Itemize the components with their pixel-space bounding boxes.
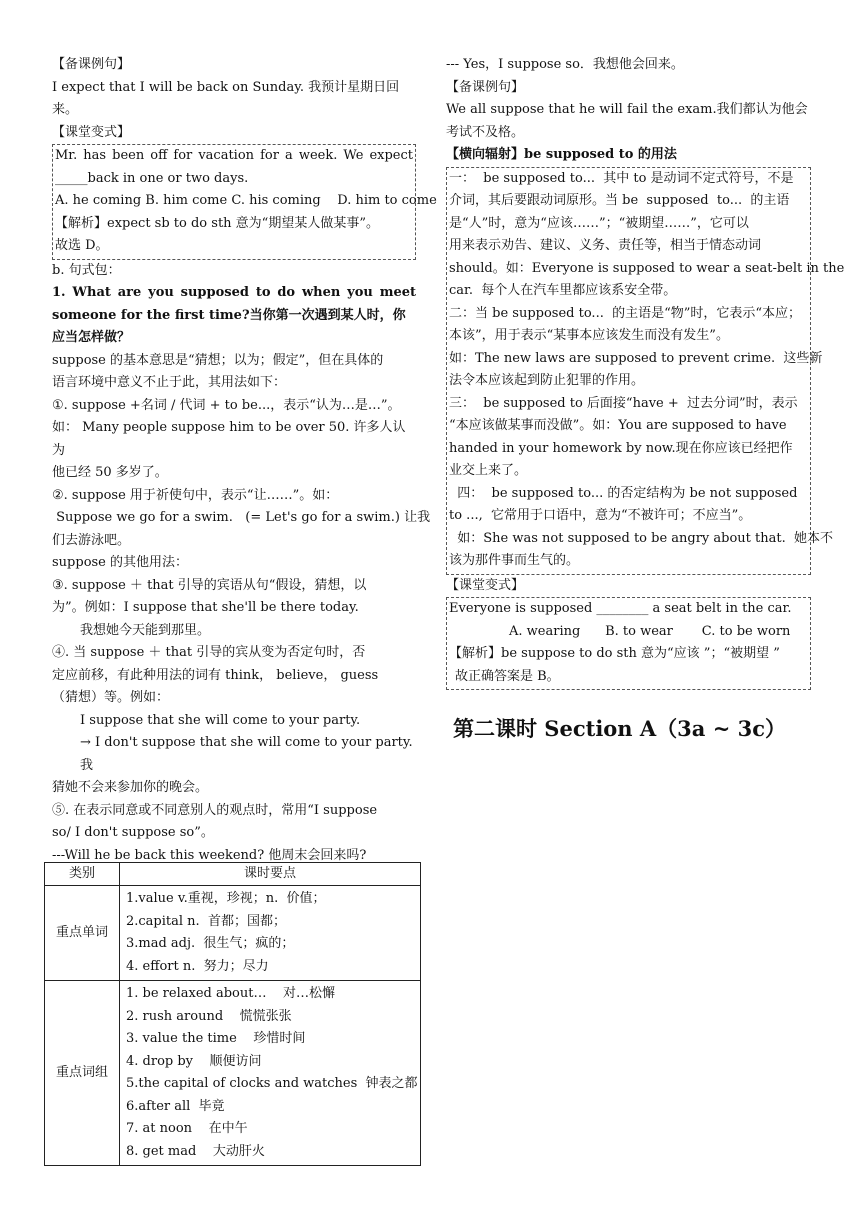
point-item: 3. value the time 珍惜时间	[126, 1031, 306, 1046]
usage-line: 介词，其后要跟动词原形。当 be supposed to... 的主语	[449, 193, 790, 208]
body-text: ③. suppose ＋ that 引导的宾语从句“假设，猜想，以	[52, 577, 367, 593]
usage-line: 三： be supposed to 后面接“have + 过去分词”时，表示	[449, 395, 798, 411]
table-row	[45, 981, 421, 1166]
usage-line: handed in your homework by now.现在你应该已经把作	[449, 440, 793, 456]
table-header-row	[45, 863, 421, 886]
body-text: 我想她今天能到那里。	[80, 622, 211, 638]
section-label-example: 【备课例句】	[446, 79, 525, 95]
table-header-cell: 类别	[45, 863, 120, 886]
point-item: 4. effort n. 努力；尽力	[126, 958, 269, 974]
body-text: 定应前移，有此种用法的词有 think， believe， guess	[52, 667, 379, 683]
body-text: suppose 的其他用法：	[52, 555, 189, 570]
body-text: 他已经 50 多岁了。	[52, 465, 168, 480]
example-sentence-line: We all suppose that he will fail the exam.我们都认为他会	[446, 102, 808, 117]
dialogue-line: --- Yes，I suppose so．我想他会回来。	[446, 57, 684, 72]
body-text: Suppose we go for a swim. (= Let's go for a swim.) 让我	[52, 510, 431, 525]
body-text: so/ I don't suppose so”。	[52, 825, 214, 840]
section-label-example: 【备课例句】	[52, 57, 131, 72]
point-item: 6.after all 毕竟	[126, 1098, 225, 1114]
usage-line: 本该”，用于表示“某事本应该发生而没有发生”。	[449, 328, 729, 343]
right-column	[446, 54, 845, 690]
usage-line: 一： be supposed to... 其中 to 是动词不定式符号，不是	[449, 170, 794, 186]
usage-line: 如：The new laws are supposed to prevent crime. 这些新	[449, 350, 823, 366]
point-item: 1.value v.重视，珍视；n. 价值；	[126, 891, 326, 906]
points-cell	[120, 981, 421, 1166]
example-sentence-line: I expect that I will be back on Sunday. 我预计星期日回	[52, 79, 400, 95]
usage-line: car. 每个人在汽车里都应该系安全带。	[449, 283, 677, 298]
usage-line: 该为那件事而生气的。	[449, 553, 580, 568]
body-text: → I don't suppose that she will come to your party. 我	[80, 735, 413, 773]
exercise-analysis: 【解析】expect sb to do sth 意为“期望某人做某事”。	[55, 215, 379, 231]
body-text: ④. 当 suppose ＋ that 引导的宾从变为否定句时，否	[52, 645, 366, 660]
body-text: suppose 的基本意思是“猜想；以为；假定”，但在具体的	[52, 352, 384, 368]
body-text: 猜她不会来参加你的晚会。	[52, 780, 209, 795]
usage-box	[446, 167, 845, 575]
body-text: I suppose that she will come to your party.	[80, 712, 361, 728]
body-text: ①. suppose +名词 / 代词 + to be...，表示“认为…是…”。	[52, 397, 401, 413]
points-cell	[120, 886, 421, 981]
exercise-analysis: 【解析】be suppose to do sth 意为“应该 ”；“被期望 ”	[449, 646, 780, 661]
point-item: 2. rush around 慌慌张张	[126, 1008, 292, 1024]
table-row	[45, 886, 421, 981]
usage-line: 是“人”时，意为“应该……”；“被期望……”，它可以	[449, 215, 749, 231]
exercise-question: _____back in one or two days.	[55, 170, 249, 186]
table-header-cell: 课时要点	[120, 863, 421, 886]
exercise-options: A. wearing B. to wear C. to be worn	[509, 623, 791, 639]
body-text: ②. suppose 用于祈使句中，表示“让……”。如：	[52, 487, 339, 503]
usage-line: 业交上来了。	[449, 463, 528, 478]
exercise-question: Mr. has been off for vacation for a week. We expect	[55, 148, 413, 163]
key-question: 应当怎样做？	[52, 330, 131, 345]
usage-line: 二：当 be supposed to... 的主语是“物”时，它表示“本应；	[449, 305, 802, 321]
key-question: 1. What are you supposed to do when you meet	[52, 285, 416, 300]
exercise-box	[52, 144, 437, 260]
body-text: ---Will he be back this weekend? 他周末会回来吗?	[52, 847, 367, 863]
body-text: 为”。例如：I suppose that she'll be there today.	[52, 600, 359, 615]
left-column	[52, 54, 437, 867]
section-label-variant: 【课堂变式】	[52, 124, 131, 140]
lesson-points-table	[44, 862, 421, 1166]
exercise-analysis: 故正确答案是 B。	[455, 668, 560, 684]
body-text: 如： Many people suppose him to be over 50. 许多人认为	[52, 420, 406, 458]
section-label-variant: 【课堂变式】	[446, 577, 525, 593]
point-item: 1. be relaxed about… 对…松懈	[126, 986, 336, 1001]
example-sentence-line: 考试不及格。	[446, 124, 525, 140]
usage-line: “本应该做某事而没做”。如：You are supposed to have	[449, 418, 787, 433]
usage-line: should。如：Everyone is supposed to wear a seat-belt in the	[449, 260, 845, 276]
body-text: ⑤. 在表示同意或不同意别人的观点时，常用“I suppose	[52, 802, 378, 818]
usage-line: 如：She was not supposed to be angry about that. 她本不	[449, 530, 834, 546]
usage-line: 法令本应该起到防止犯罪的作用。	[449, 373, 645, 388]
point-item: 3.mad adj. 很生气；疯的；	[126, 936, 295, 951]
key-question: someone for the first time?当你第一次遇到某人时，你	[52, 307, 406, 323]
usage-line: 四： be supposed to... 的否定结构为 be not supposed	[449, 485, 798, 501]
category-cell: 重点词组	[45, 981, 120, 1166]
exercise-question: Everyone is supposed ________ a seat belt in the car.	[449, 601, 792, 616]
point-item: 8. get mad 大动肝火	[126, 1143, 265, 1159]
point-item: 7. at noon 在中午	[126, 1121, 248, 1136]
point-item: 5.the capital of clocks and watches 钟表之都	[126, 1076, 418, 1091]
body-text: 们去游泳吧。	[52, 532, 131, 548]
usage-line: 用来表示劝告、建议、义务、责任等，相当于情态动词	[449, 238, 762, 253]
section-heading: 第二课时 Section A（3a ~ 3c）	[453, 716, 787, 741]
category-cell: 重点单词	[45, 886, 120, 981]
example-sentence-line: 来。	[52, 102, 79, 117]
section-label-radiate: 【横向辐射】be supposed to 的用法	[446, 147, 677, 162]
usage-line: to ..., 它常用于口语中，意为“不被许可；不应当”。	[449, 508, 752, 523]
exercise-box	[446, 597, 811, 690]
body-text: （猜想）等。例如：	[52, 690, 170, 705]
body-text: 语言环境中意义不止于此，其用法如下：	[52, 375, 287, 390]
exercise-options: A. he coming B. him come C. his coming D. him to come	[55, 193, 437, 208]
point-item: 2.capital n. 首都；国都；	[126, 913, 286, 929]
point-item: 4. drop by 顺便访问	[126, 1053, 262, 1069]
pattern-label: b. 句式包：	[52, 262, 121, 278]
exercise-analysis: 故选 D。	[55, 238, 109, 253]
